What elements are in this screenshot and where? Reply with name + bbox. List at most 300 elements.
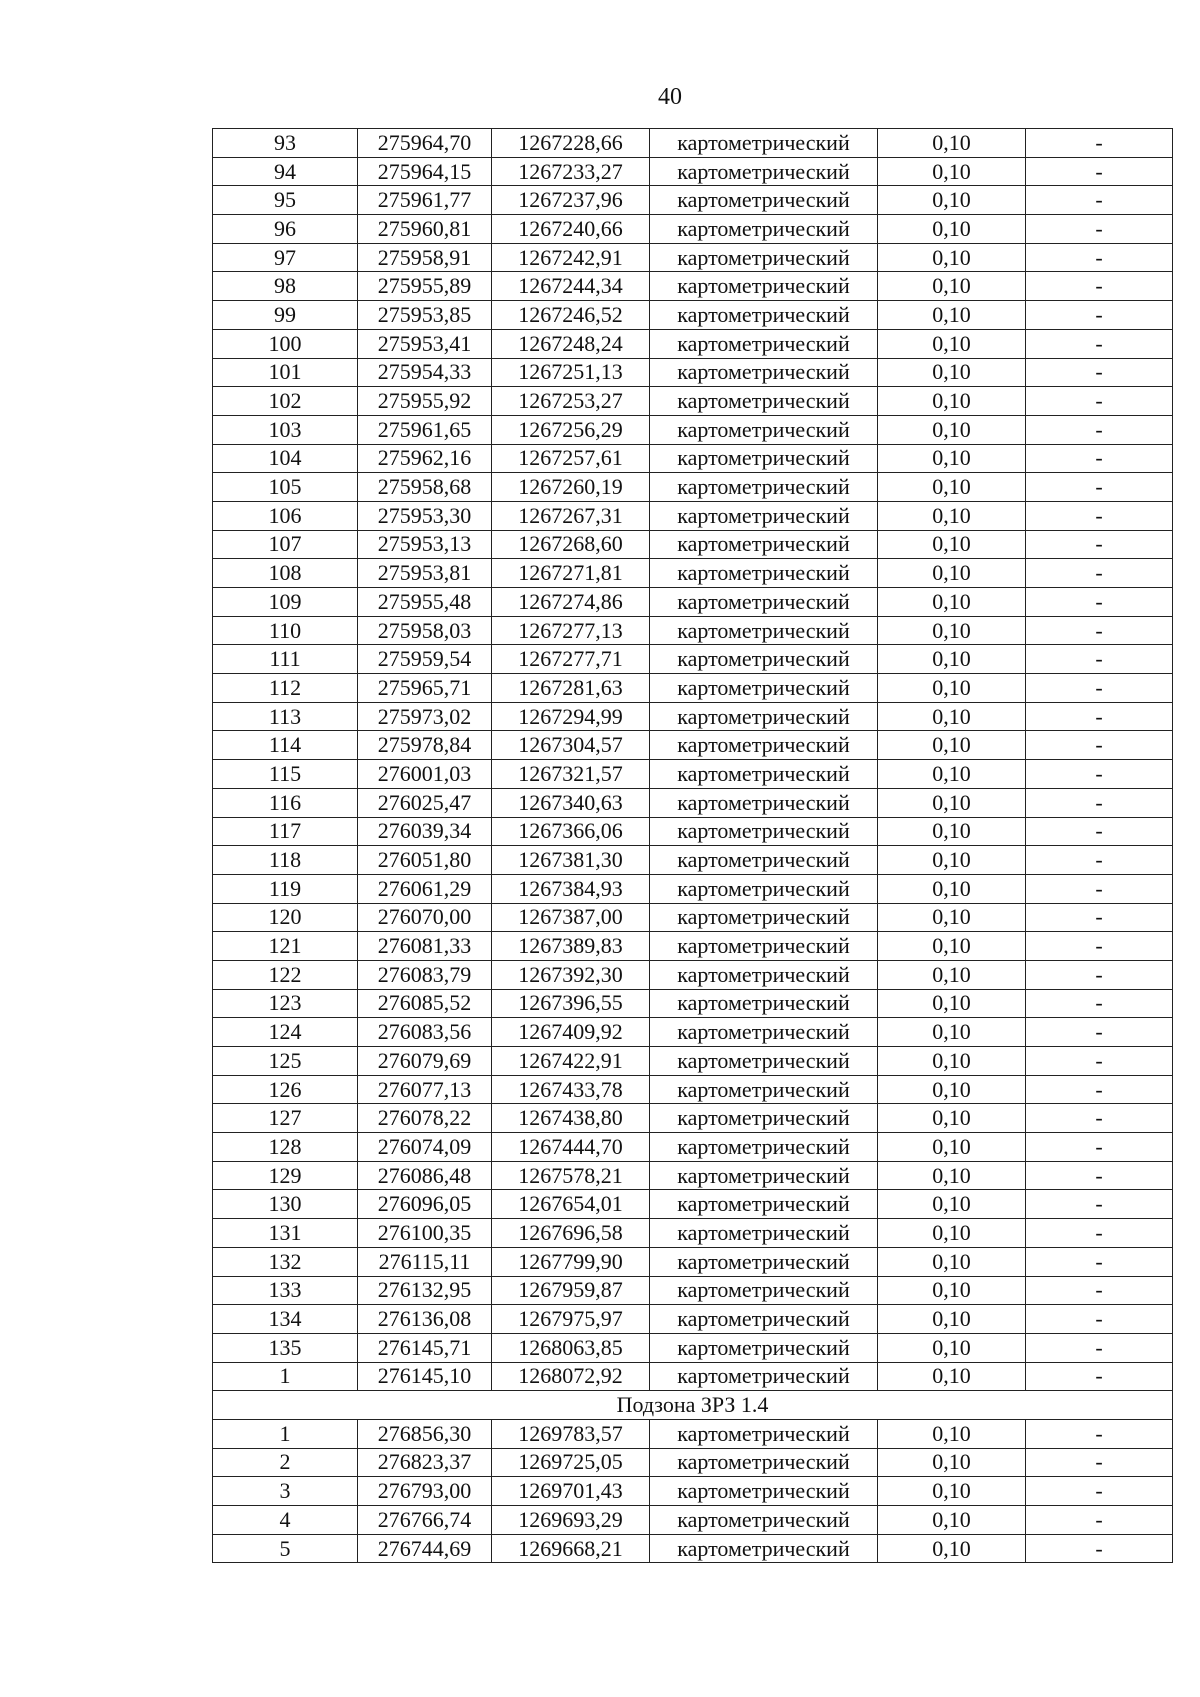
table-row	[213, 674, 1173, 703]
accuracy-cell: 0,10	[878, 989, 1026, 1018]
coordinate-x: 275953,30	[358, 501, 492, 530]
coordinate-y: 1267340,63	[492, 788, 650, 817]
method-cell: картометрический	[650, 817, 878, 846]
point-number: 105	[213, 473, 358, 502]
point-number: 95	[213, 186, 358, 215]
point-number: 2	[213, 1448, 358, 1477]
accuracy-cell: 0,10	[878, 817, 1026, 846]
coordinate-x: 276132,95	[358, 1276, 492, 1305]
coordinate-y: 1267260,19	[492, 473, 650, 502]
point-number: 117	[213, 817, 358, 846]
coordinate-y: 1267578,21	[492, 1161, 650, 1190]
coordinate-x: 276115,11	[358, 1247, 492, 1276]
note-cell: -	[1026, 1018, 1173, 1047]
note-cell: -	[1026, 501, 1173, 530]
table-row	[213, 1506, 1173, 1535]
accuracy-cell: 0,10	[878, 559, 1026, 588]
note-cell: -	[1026, 329, 1173, 358]
table-row	[213, 1448, 1173, 1477]
coordinate-x: 275953,81	[358, 559, 492, 588]
point-number: 125	[213, 1047, 358, 1076]
method-cell: картометрический	[650, 846, 878, 875]
method-cell: картометрический	[650, 1333, 878, 1362]
note-cell: -	[1026, 731, 1173, 760]
accuracy-cell: 0,10	[878, 1018, 1026, 1047]
coordinate-x: 275953,85	[358, 301, 492, 330]
point-number: 135	[213, 1333, 358, 1362]
method-cell: картометрический	[650, 1190, 878, 1219]
section-row	[213, 1391, 1173, 1420]
coordinate-x: 276744,69	[358, 1534, 492, 1563]
accuracy-cell: 0,10	[878, 1305, 1026, 1334]
point-number: 3	[213, 1477, 358, 1506]
point-number: 126	[213, 1075, 358, 1104]
table-row	[213, 1161, 1173, 1190]
method-cell: картометрический	[650, 501, 878, 530]
point-number: 101	[213, 358, 358, 387]
accuracy-cell: 0,10	[878, 1047, 1026, 1076]
coordinate-x: 276051,80	[358, 846, 492, 875]
table-row	[213, 1018, 1173, 1047]
coordinate-x: 275958,91	[358, 243, 492, 272]
accuracy-cell: 0,10	[878, 530, 1026, 559]
coordinate-x: 275973,02	[358, 702, 492, 731]
method-cell: картометрический	[650, 301, 878, 330]
accuracy-cell: 0,10	[878, 1477, 1026, 1506]
table-row	[213, 1305, 1173, 1334]
accuracy-cell: 0,10	[878, 157, 1026, 186]
coordinate-x: 275955,48	[358, 588, 492, 617]
note-cell: -	[1026, 817, 1173, 846]
method-cell: картометрический	[650, 960, 878, 989]
method-cell: картометрический	[650, 616, 878, 645]
note-cell: -	[1026, 674, 1173, 703]
coordinate-x: 275953,13	[358, 530, 492, 559]
method-cell: картометрический	[650, 1419, 878, 1448]
accuracy-cell: 0,10	[878, 674, 1026, 703]
coordinate-y: 1267304,57	[492, 731, 650, 760]
method-cell: картометрический	[650, 559, 878, 588]
coordinate-y: 1267271,81	[492, 559, 650, 588]
coordinate-x: 276100,35	[358, 1219, 492, 1248]
note-cell: -	[1026, 157, 1173, 186]
note-cell: -	[1026, 645, 1173, 674]
accuracy-cell: 0,10	[878, 1506, 1026, 1535]
table-row	[213, 1104, 1173, 1133]
note-cell: -	[1026, 1047, 1173, 1076]
coordinate-x: 276078,22	[358, 1104, 492, 1133]
table-row	[213, 1276, 1173, 1305]
coordinate-y: 1267381,30	[492, 846, 650, 875]
coordinate-y: 1267433,78	[492, 1075, 650, 1104]
coordinate-x: 276766,74	[358, 1506, 492, 1535]
accuracy-cell: 0,10	[878, 1534, 1026, 1563]
table-row	[213, 1477, 1173, 1506]
accuracy-cell: 0,10	[878, 272, 1026, 301]
coordinate-y: 1267251,13	[492, 358, 650, 387]
point-number: 121	[213, 932, 358, 961]
note-cell: -	[1026, 932, 1173, 961]
coordinate-y: 1267242,91	[492, 243, 650, 272]
method-cell: картометрический	[650, 358, 878, 387]
method-cell: картометрический	[650, 1047, 878, 1076]
note-cell: -	[1026, 272, 1173, 301]
coordinate-y: 1267240,66	[492, 215, 650, 244]
method-cell: картометрический	[650, 1362, 878, 1391]
accuracy-cell: 0,10	[878, 588, 1026, 617]
coordinate-y: 1267392,30	[492, 960, 650, 989]
note-cell: -	[1026, 444, 1173, 473]
method-cell: картометрический	[650, 1133, 878, 1162]
table-row	[213, 960, 1173, 989]
coordinate-x: 276823,37	[358, 1448, 492, 1477]
accuracy-cell: 0,10	[878, 415, 1026, 444]
note-cell: -	[1026, 1190, 1173, 1219]
coordinate-y: 1267438,80	[492, 1104, 650, 1133]
method-cell: картометрический	[650, 272, 878, 301]
coordinate-x: 275964,15	[358, 157, 492, 186]
point-number: 97	[213, 243, 358, 272]
table-row	[213, 1534, 1173, 1563]
point-number: 118	[213, 846, 358, 875]
coordinate-y: 1267246,52	[492, 301, 650, 330]
point-number: 100	[213, 329, 358, 358]
page-number: 40	[658, 84, 682, 110]
note-cell: -	[1026, 1104, 1173, 1133]
point-number: 133	[213, 1276, 358, 1305]
table-row	[213, 846, 1173, 875]
coordinate-x: 276086,48	[358, 1161, 492, 1190]
table-row	[213, 1362, 1173, 1391]
method-cell: картометрический	[650, 1276, 878, 1305]
point-number: 106	[213, 501, 358, 530]
accuracy-cell: 0,10	[878, 1219, 1026, 1248]
accuracy-cell: 0,10	[878, 1104, 1026, 1133]
note-cell: -	[1026, 1161, 1173, 1190]
coordinate-x: 276145,71	[358, 1333, 492, 1362]
point-number: 99	[213, 301, 358, 330]
accuracy-cell: 0,10	[878, 1190, 1026, 1219]
method-cell: картометрический	[650, 1104, 878, 1133]
note-cell: -	[1026, 1534, 1173, 1563]
coordinate-x: 275953,41	[358, 329, 492, 358]
note-cell: -	[1026, 1219, 1173, 1248]
method-cell: картометрический	[650, 989, 878, 1018]
method-cell: картометрический	[650, 473, 878, 502]
method-cell: картометрический	[650, 788, 878, 817]
point-number: 115	[213, 760, 358, 789]
table-row	[213, 1247, 1173, 1276]
table-row	[213, 645, 1173, 674]
coordinate-x: 276074,09	[358, 1133, 492, 1162]
point-number: 109	[213, 588, 358, 617]
coordinate-y: 1267422,91	[492, 1047, 650, 1076]
coordinate-x: 276025,47	[358, 788, 492, 817]
coordinate-x: 276039,34	[358, 817, 492, 846]
method-cell: картометрический	[650, 903, 878, 932]
point-number: 110	[213, 616, 358, 645]
accuracy-cell: 0,10	[878, 616, 1026, 645]
coordinate-x: 276070,00	[358, 903, 492, 932]
table-row	[213, 588, 1173, 617]
table-row	[213, 989, 1173, 1018]
table-row	[213, 444, 1173, 473]
method-cell: картометрический	[650, 674, 878, 703]
accuracy-cell: 0,10	[878, 301, 1026, 330]
coordinate-y: 1267799,90	[492, 1247, 650, 1276]
method-cell: картометрический	[650, 1534, 878, 1563]
method-cell: картометрический	[650, 157, 878, 186]
method-cell: картометрический	[650, 1075, 878, 1104]
note-cell: -	[1026, 1276, 1173, 1305]
note-cell: -	[1026, 588, 1173, 617]
coordinate-y: 1267409,92	[492, 1018, 650, 1047]
method-cell: картометрический	[650, 1018, 878, 1047]
coordinate-y: 1267277,71	[492, 645, 650, 674]
accuracy-cell: 0,10	[878, 788, 1026, 817]
coordinate-y: 1268063,85	[492, 1333, 650, 1362]
coordinate-x: 276081,33	[358, 932, 492, 961]
coordinate-y: 1267321,57	[492, 760, 650, 789]
coordinate-y: 1269693,29	[492, 1506, 650, 1535]
method-cell: картометрический	[650, 129, 878, 158]
coordinate-y: 1267256,29	[492, 415, 650, 444]
table-row	[213, 731, 1173, 760]
note-cell: -	[1026, 874, 1173, 903]
table-row	[213, 760, 1173, 789]
coordinate-x: 275958,68	[358, 473, 492, 502]
note-cell: -	[1026, 960, 1173, 989]
coordinate-y: 1267233,27	[492, 157, 650, 186]
coordinate-y: 1267959,87	[492, 1276, 650, 1305]
point-number: 129	[213, 1161, 358, 1190]
note-cell: -	[1026, 1305, 1173, 1334]
note-cell: -	[1026, 1448, 1173, 1477]
point-number: 119	[213, 874, 358, 903]
coordinate-x: 276096,05	[358, 1190, 492, 1219]
table-row	[213, 1075, 1173, 1104]
method-cell: картометрический	[650, 1448, 878, 1477]
point-number: 120	[213, 903, 358, 932]
coordinate-y: 1269783,57	[492, 1419, 650, 1448]
method-cell: картометрический	[650, 243, 878, 272]
table-row	[213, 501, 1173, 530]
accuracy-cell: 0,10	[878, 1333, 1026, 1362]
coordinate-y: 1267257,61	[492, 444, 650, 473]
point-number: 132	[213, 1247, 358, 1276]
accuracy-cell: 0,10	[878, 846, 1026, 875]
point-number: 127	[213, 1104, 358, 1133]
coordinates-table-body	[213, 129, 1173, 1563]
coordinate-x: 276077,13	[358, 1075, 492, 1104]
accuracy-cell: 0,10	[878, 1161, 1026, 1190]
method-cell: картометрический	[650, 645, 878, 674]
coordinate-x: 275959,54	[358, 645, 492, 674]
note-cell: -	[1026, 358, 1173, 387]
point-number: 94	[213, 157, 358, 186]
table-row	[213, 329, 1173, 358]
coordinate-x: 276145,10	[358, 1362, 492, 1391]
table-row	[213, 1190, 1173, 1219]
note-cell: -	[1026, 301, 1173, 330]
table-row	[213, 788, 1173, 817]
method-cell: картометрический	[650, 1506, 878, 1535]
accuracy-cell: 0,10	[878, 1448, 1026, 1477]
point-number: 96	[213, 215, 358, 244]
method-cell: картометрический	[650, 702, 878, 731]
accuracy-cell: 0,10	[878, 129, 1026, 158]
coordinate-x: 275962,16	[358, 444, 492, 473]
table-row	[213, 272, 1173, 301]
coordinate-y: 1269701,43	[492, 1477, 650, 1506]
coordinate-y: 1269725,05	[492, 1448, 650, 1477]
coordinate-y: 1267268,60	[492, 530, 650, 559]
method-cell: картометрический	[650, 932, 878, 961]
method-cell: картометрический	[650, 387, 878, 416]
coordinate-y: 1267389,83	[492, 932, 650, 961]
coordinate-x: 275965,71	[358, 674, 492, 703]
table-row	[213, 358, 1173, 387]
note-cell: -	[1026, 616, 1173, 645]
coordinate-y: 1267444,70	[492, 1133, 650, 1162]
accuracy-cell: 0,10	[878, 501, 1026, 530]
note-cell: -	[1026, 1506, 1173, 1535]
coordinate-y: 1267248,24	[492, 329, 650, 358]
point-number: 4	[213, 1506, 358, 1535]
coordinate-x: 275955,89	[358, 272, 492, 301]
coordinate-x: 275964,70	[358, 129, 492, 158]
accuracy-cell: 0,10	[878, 932, 1026, 961]
coordinate-y: 1267267,31	[492, 501, 650, 530]
coordinate-x: 275978,84	[358, 731, 492, 760]
point-number: 123	[213, 989, 358, 1018]
method-cell: картометрический	[650, 731, 878, 760]
coordinate-y: 1267384,93	[492, 874, 650, 903]
note-cell: -	[1026, 129, 1173, 158]
note-cell: -	[1026, 760, 1173, 789]
point-number: 5	[213, 1534, 358, 1563]
accuracy-cell: 0,10	[878, 215, 1026, 244]
table-row	[213, 903, 1173, 932]
note-cell: -	[1026, 989, 1173, 1018]
note-cell: -	[1026, 903, 1173, 932]
accuracy-cell: 0,10	[878, 903, 1026, 932]
coordinate-x: 276856,30	[358, 1419, 492, 1448]
accuracy-cell: 0,10	[878, 731, 1026, 760]
section-title: Подзона ЗРЗ 1.4	[213, 1391, 1173, 1420]
coordinate-x: 275961,77	[358, 186, 492, 215]
note-cell: -	[1026, 415, 1173, 444]
note-cell: -	[1026, 1333, 1173, 1362]
accuracy-cell: 0,10	[878, 329, 1026, 358]
table-row	[213, 215, 1173, 244]
note-cell: -	[1026, 473, 1173, 502]
method-cell: картометрический	[650, 329, 878, 358]
table-row	[213, 157, 1173, 186]
accuracy-cell: 0,10	[878, 444, 1026, 473]
point-number: 1	[213, 1362, 358, 1391]
coordinate-x: 276001,03	[358, 760, 492, 789]
coordinate-y: 1267244,34	[492, 272, 650, 301]
table-row	[213, 817, 1173, 846]
accuracy-cell: 0,10	[878, 1362, 1026, 1391]
method-cell: картометрический	[650, 1161, 878, 1190]
coordinate-y: 1267274,86	[492, 588, 650, 617]
table-row	[213, 616, 1173, 645]
coordinate-x: 276083,79	[358, 960, 492, 989]
method-cell: картометрический	[650, 530, 878, 559]
note-cell: -	[1026, 1477, 1173, 1506]
point-number: 111	[213, 645, 358, 674]
method-cell: картометрический	[650, 186, 878, 215]
coordinate-y: 1267387,00	[492, 903, 650, 932]
method-cell: картометрический	[650, 1247, 878, 1276]
point-number: 108	[213, 559, 358, 588]
method-cell: картометрический	[650, 588, 878, 617]
note-cell: -	[1026, 1362, 1173, 1391]
point-number: 1	[213, 1419, 358, 1448]
point-number: 116	[213, 788, 358, 817]
note-cell: -	[1026, 788, 1173, 817]
method-cell: картометрический	[650, 215, 878, 244]
coordinate-y: 1267696,58	[492, 1219, 650, 1248]
method-cell: картометрический	[650, 1305, 878, 1334]
point-number: 102	[213, 387, 358, 416]
point-number: 131	[213, 1219, 358, 1248]
table-row	[213, 874, 1173, 903]
point-number: 112	[213, 674, 358, 703]
point-number: 98	[213, 272, 358, 301]
coordinate-x: 276793,00	[358, 1477, 492, 1506]
note-cell: -	[1026, 530, 1173, 559]
coordinate-y: 1267277,13	[492, 616, 650, 645]
point-number: 122	[213, 960, 358, 989]
coordinate-y: 1267281,63	[492, 674, 650, 703]
accuracy-cell: 0,10	[878, 1276, 1026, 1305]
coordinate-y: 1268072,92	[492, 1362, 650, 1391]
accuracy-cell: 0,10	[878, 186, 1026, 215]
table-row	[213, 387, 1173, 416]
table-row	[213, 1333, 1173, 1362]
note-cell: -	[1026, 846, 1173, 875]
note-cell: -	[1026, 702, 1173, 731]
coordinate-x: 276079,69	[358, 1047, 492, 1076]
coordinate-y: 1267294,99	[492, 702, 650, 731]
table-row	[213, 1133, 1173, 1162]
point-number: 134	[213, 1305, 358, 1334]
coordinate-y: 1267228,66	[492, 129, 650, 158]
note-cell: -	[1026, 1247, 1173, 1276]
method-cell: картометрический	[650, 760, 878, 789]
accuracy-cell: 0,10	[878, 1075, 1026, 1104]
method-cell: картометрический	[650, 415, 878, 444]
coordinate-y: 1267237,96	[492, 186, 650, 215]
table-row	[213, 473, 1173, 502]
note-cell: -	[1026, 243, 1173, 272]
note-cell: -	[1026, 1133, 1173, 1162]
coordinate-y: 1267396,55	[492, 989, 650, 1018]
accuracy-cell: 0,10	[878, 1133, 1026, 1162]
accuracy-cell: 0,10	[878, 243, 1026, 272]
table-row	[213, 415, 1173, 444]
point-number: 114	[213, 731, 358, 760]
table-row	[213, 186, 1173, 215]
table-row	[213, 129, 1173, 158]
point-number: 104	[213, 444, 358, 473]
coordinate-x: 275955,92	[358, 387, 492, 416]
coordinate-x: 276136,08	[358, 1305, 492, 1334]
coordinate-y: 1267253,27	[492, 387, 650, 416]
